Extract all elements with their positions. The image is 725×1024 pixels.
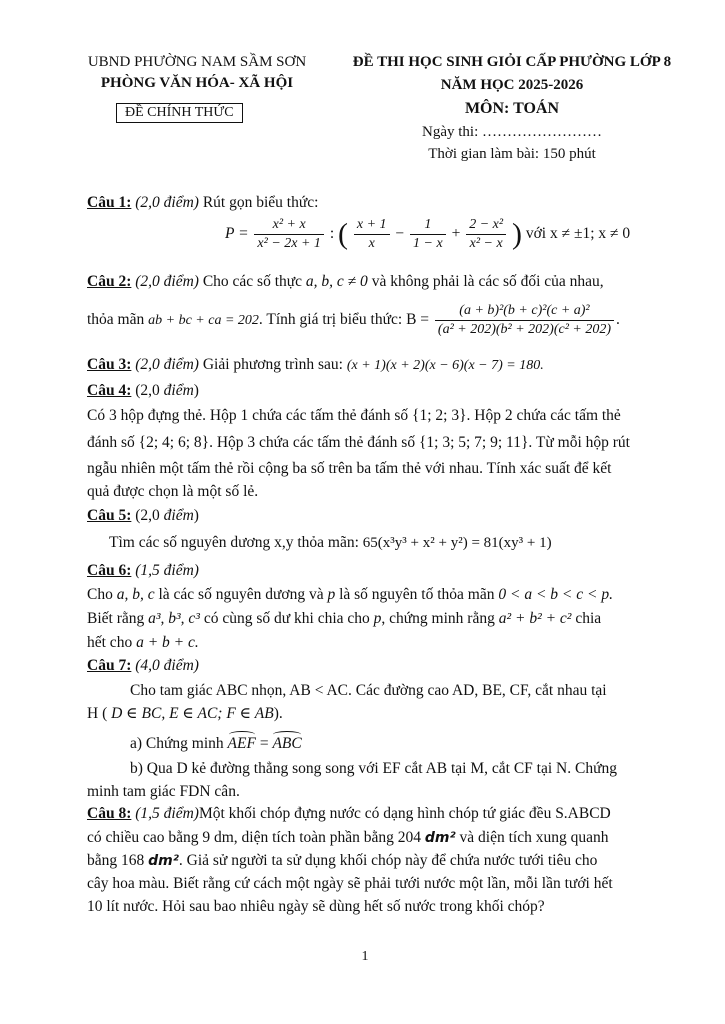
text: có cùng số dư khi chia cho [203, 610, 370, 627]
question-3 [87, 355, 544, 376]
question-label: Câu 6: [87, 562, 132, 579]
question-4-line-2 [87, 433, 630, 453]
question-label: Câu 4: [87, 382, 132, 399]
math: ab + bc + ca = 202 [148, 313, 259, 328]
question-label: Câu 5: [87, 507, 132, 524]
formula-lhs: P = [225, 225, 249, 243]
question-points: (2,0 điểm) [135, 507, 199, 524]
page-number: 1 [361, 949, 369, 964]
fraction: $\frac{x + 1}{x}$ [354, 216, 390, 253]
text: ). [273, 705, 283, 722]
question-label: Câu 8: [87, 805, 132, 822]
question-points: (2,0 điểm) [135, 382, 199, 399]
text: thỏa mãn [87, 311, 145, 328]
question-5-heading [87, 506, 199, 526]
math: {1; 3; 5; 7; 9; 11} [418, 434, 529, 451]
fraction: $\frac{\text{x² + x}}{\text{x² − 2x + 1}}$ [254, 216, 324, 253]
angle-abc: ABC [272, 735, 302, 752]
exam-duration: Thời gian làm bài: 150 phút [428, 146, 596, 162]
text: H ( [87, 705, 108, 722]
question-1-heading [87, 193, 318, 213]
question-points: (2,0 điểm) [135, 194, 199, 211]
text: . Hộp 2 chứa các tấm thẻ [466, 407, 621, 424]
formula-condition: với x ≠ ±1; x ≠ 0 [525, 225, 631, 243]
question-4-line-3: ngẫu nhiên một tấm thẻ rồi cộng ba số trên ba tấm thẻ với nhau. Tính xác suất để kết [87, 460, 612, 477]
question-8-line-1 [87, 804, 611, 824]
question-6-line-2 [87, 609, 601, 629]
question-8-line-3 [87, 851, 597, 871]
math: a³, b³, c³ [148, 610, 200, 627]
question-4-line-1 [87, 406, 621, 426]
question-4-heading [87, 381, 199, 401]
text: là số nguyên tố thỏa mãn [339, 586, 495, 603]
math: a, b, c [116, 586, 155, 603]
question-points: (1,5 điểm) [135, 805, 199, 822]
left-paren: ( [338, 217, 348, 251]
text: , chứng minh rằng [381, 610, 495, 627]
math: p [373, 610, 382, 627]
question-label: Câu 1: [87, 194, 132, 211]
question-points: (2,0 điểm) [135, 273, 199, 290]
question-5-body [109, 533, 552, 553]
question-points: (2,0 điểm) [135, 356, 199, 373]
text: bằng 168 [87, 852, 145, 869]
fraction: $\frac{\text{2 − x²}}{\text{x² − x}}$ [466, 216, 506, 253]
text: là các số nguyên dương và [158, 586, 324, 603]
org-line-2: PHÒNG VĂN HÓA- XÃ HỘI [100, 75, 294, 91]
math: (x + 1)(x + 2)(x − 6)(x − 7) = 180. [346, 358, 544, 373]
text: và không phải là các số đối của nhau, [371, 273, 604, 290]
math: {2; 4; 6; 8} [138, 434, 210, 451]
text: . Tính giá trị biểu thức: B = [258, 311, 430, 328]
question-8-line-5: 10 lít nước. Hỏi sau bao nhiêu ngày sẽ dùng hết số nước trong khối chóp? [87, 898, 545, 915]
text: Tìm các số nguyên dương x,y thỏa mãn: [109, 534, 359, 551]
math: {1; 2; 3} [412, 407, 467, 424]
exam-date: Ngày thi: …………………… [422, 124, 602, 140]
operator: = [259, 735, 269, 752]
question-text: Rút gọn biểu thức: [202, 194, 319, 211]
text: . Từ mỗi hộp rút [528, 434, 630, 451]
official-badge: ĐỀ CHÍNH THỨC [116, 103, 243, 123]
question-2-line-1 [87, 272, 604, 292]
text: Cho [87, 586, 113, 603]
math: a, b, c ≠ 0 [305, 273, 368, 290]
question-7-part-b-line-1: b) Qua D kẻ đường thẳng song song với EF cắt AB tại M, cắt CF tại N. Chứng [130, 760, 617, 777]
text: Có 3 hộp đựng thẻ. Hộp 1 chứa các tấm thẻ đánh số [87, 407, 409, 424]
text: hết cho [87, 634, 133, 651]
math: a + b + c. [136, 634, 199, 651]
text: . Hộp 3 chứa các tấm thẻ đánh số [209, 434, 416, 451]
math: p [327, 586, 336, 603]
question-label: Câu 3: [87, 356, 132, 373]
text: đánh số [87, 434, 135, 451]
question-label: Câu 7: [87, 657, 132, 674]
math: D ∈ BC, E ∈ AC; F ∈ AB [111, 705, 274, 722]
question-4-line-4: quả được chọn là một số lẻ. [87, 483, 259, 500]
question-points: (4,0 điểm) [135, 657, 199, 674]
question-8-line-2 [87, 828, 608, 848]
question-points: (1,5 điểm) [135, 562, 199, 579]
question-7-line-2 [87, 704, 283, 724]
text: Biết rằng [87, 610, 145, 627]
org-line-1: UBND PHƯỜNG NAM SẦM SƠN [87, 54, 307, 70]
subject: MÔN: TOÁN [464, 100, 560, 117]
question-6-line-3 [87, 633, 199, 653]
question-7-heading [87, 656, 199, 676]
text: Cho các số thực [202, 273, 303, 290]
text: Giải phương trình sau: [202, 356, 343, 373]
question-8-line-4: cây hoa màu. Biết rằng cứ cách một ngày sẽ phải tưới nước một lần, mỗi lần tưới hết [87, 875, 613, 892]
question-6-heading [87, 561, 199, 581]
operator: : [329, 225, 335, 243]
text: có chiều cao bằng 9 dm, diện tích toàn phần bằng 204 [87, 829, 422, 846]
school-year: NĂM HỌC 2025-2026 [440, 77, 584, 93]
math: 65(x³y³ + x² + y²) = 81(xy³ + 1) [362, 535, 552, 551]
text: . Giả sử người ta sử dụng khối chóp này để chứa nước tưới tiêu cho [178, 852, 598, 869]
text: chia [575, 610, 602, 627]
question-7-line-1: Cho tam giác ABC nhọn, AB < AC. Các đường cao AD, BE, CF, cắt nhau tại [130, 682, 607, 699]
text: . [616, 311, 620, 328]
fraction: $\frac{\text{(a + b)²(b + c)²(c + a)²}}{\text{(a² + 202)(b² + 202)(c² + 202)}}$ [435, 302, 614, 339]
question-label: Câu 2: [87, 273, 132, 290]
math: 0 < a < b < c < p. [498, 586, 613, 603]
operator: − [395, 225, 405, 243]
math: a² + b² + c² [498, 610, 572, 627]
text: a) Chứng minh [130, 735, 224, 752]
fraction: $\frac{1}{1 - x}$ [410, 216, 446, 253]
angle-aef: AEF [227, 735, 256, 752]
question-6-line-1 [87, 585, 672, 605]
question-7-part-a [130, 734, 302, 754]
text: Một khối chóp đựng nước có dạng hình chóp tứ giác đều S.ABCD [198, 805, 611, 822]
right-paren: ) [511, 217, 522, 251]
unit: dm² [424, 830, 456, 846]
operator: + [451, 225, 461, 243]
unit: dm² [148, 853, 179, 869]
question-7-part-b-line-2: minh tam giác FDN cân. [87, 783, 240, 800]
text: và diện tích xung quanh [459, 829, 609, 846]
question-1-formula [225, 216, 630, 253]
exam-title: ĐỀ THI HỌC SINH GIỎI CẤP PHƯỜNG LỚP 8 [352, 54, 672, 70]
question-2-line-2 [87, 300, 620, 341]
